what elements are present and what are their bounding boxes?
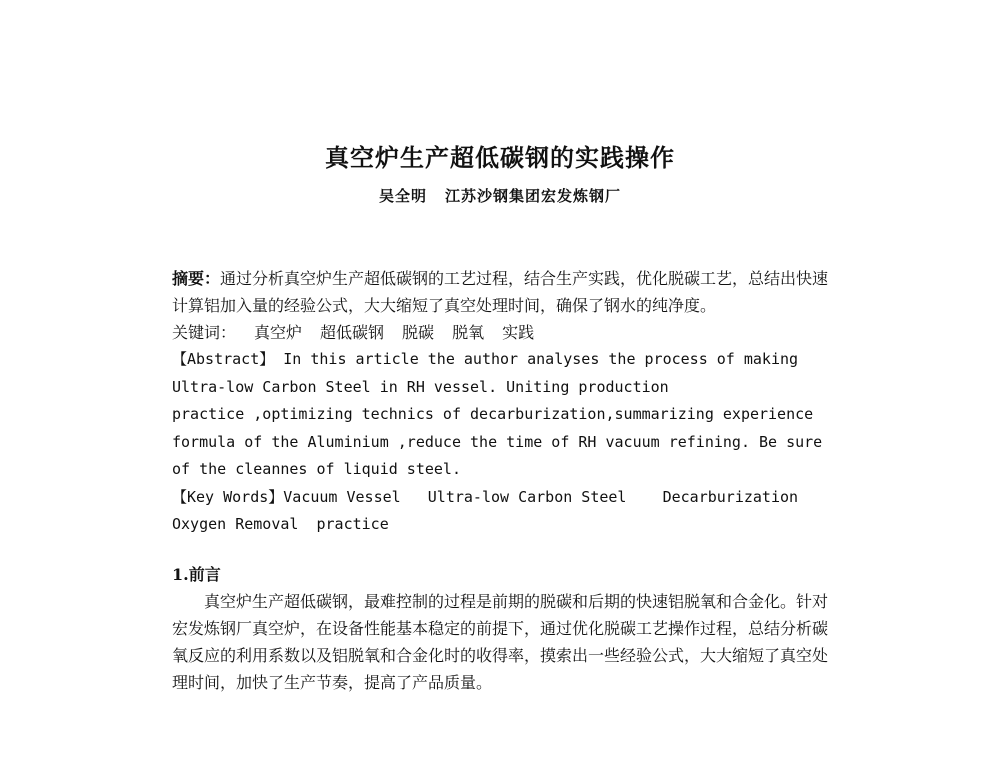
abstract-cn-label: 摘要： xyxy=(172,269,221,288)
abstract-en xyxy=(172,346,832,484)
abstract-cn xyxy=(172,265,832,319)
author-name: 吴全明 xyxy=(378,187,427,205)
abstract-en-label: 【Abstract】 xyxy=(172,350,275,368)
paper-title: 真空炉生产超低碳钢的实践操作 xyxy=(325,143,675,172)
abstract-en-line: In this article the author analyses the process of making xyxy=(274,350,799,368)
keyword-cn-item: 超低碳钢 xyxy=(320,323,385,342)
abstract-en-line: formula of the Aluminium ,reduce the time of RH vacuum refining. Be sure xyxy=(172,432,823,451)
section-gap xyxy=(172,539,832,561)
abstract-en-line: of the cleannes of liquid steel. xyxy=(172,460,461,478)
keywords-cn xyxy=(172,319,832,346)
abstract-en-line: Ultra-low Carbon Steel in RH vessel. Uniting production xyxy=(172,377,669,396)
keywords-en-line: Vacuum Vessel Ultra-low Carbon Steel Decarburization xyxy=(283,487,799,506)
paper-body xyxy=(172,265,832,696)
keyword-cn-item: 脱氧 xyxy=(452,323,485,342)
abstract-cn-text: 通过分析真空炉生产超低碳钢的工艺过程，结合生产实践，优化脱碳工艺，总结出快速计算铝加入量的经验公式，大大缩短了真空处理时间，确保了钢水的纯净度。 xyxy=(172,269,829,315)
byline xyxy=(0,185,1000,206)
author-affiliation: 江苏沙钢集团宏发炼钢厂 xyxy=(445,187,622,205)
keywords-en-line: Oxygen Removal practice xyxy=(172,515,389,533)
abstract-en-line: practice ,optimizing technics of decarburization,summarizing experience xyxy=(172,405,814,423)
section-heading: 1.前言 xyxy=(172,564,221,584)
keyword-cn-item: 脱碳 xyxy=(402,323,435,342)
keywords-cn-label: 关键词： xyxy=(172,323,237,342)
keyword-cn-item: 真空炉 xyxy=(254,323,303,342)
keywords-en-label: 【Key Words】 xyxy=(172,487,284,506)
keywords-en xyxy=(172,484,832,539)
keyword-cn-item: 实践 xyxy=(502,323,535,342)
section-paragraph: 真空炉生产超低碳钢，最难控制的过程是前期的脱碳和后期的快速铝脱氧和合金化。针对宏发炼钢厂真空炉，在设备性能基本稳定的前提下，通过优化脱碳工艺操作过程，总结分析碳氧反应的利用系数以及铝脱氧和合金化时的收得率，摸索出一些经验公式，大大缩短了真空处理时间，加快了生产节奏，提高了产品质量。 xyxy=(172,591,829,692)
